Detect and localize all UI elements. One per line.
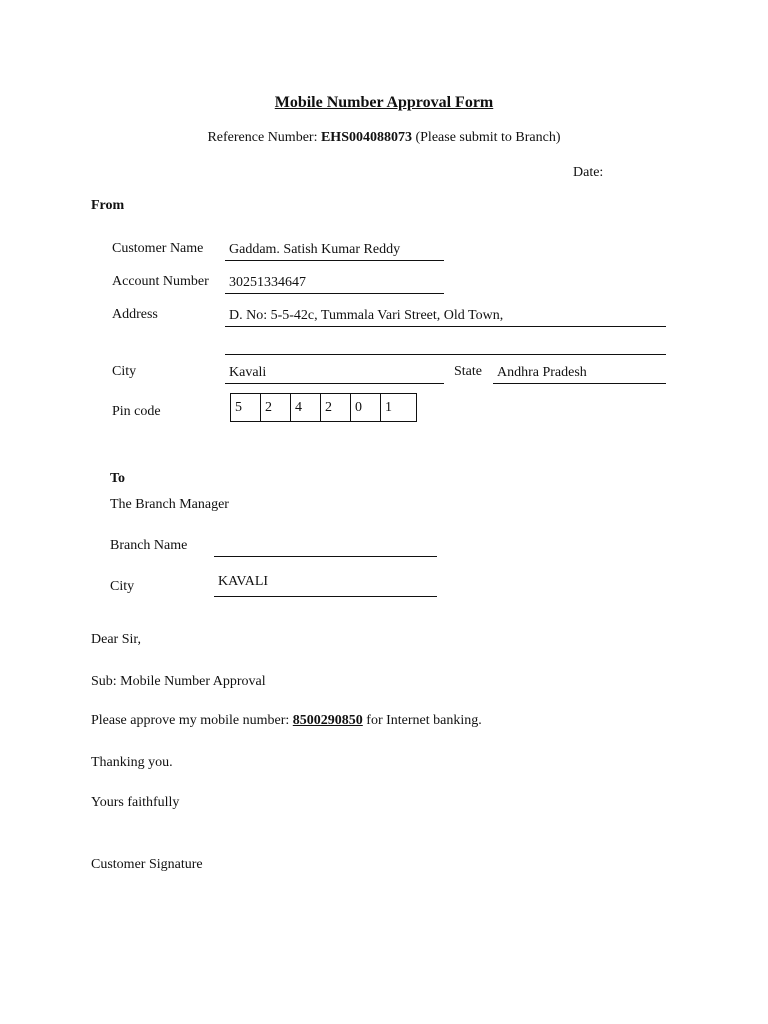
city-label: City bbox=[112, 364, 137, 379]
mobile-number: 8500290850 bbox=[292, 713, 363, 728]
address-line-2-field[interactable] bbox=[225, 334, 666, 355]
customer-name-label: Customer Name bbox=[112, 241, 204, 256]
approval-request bbox=[91, 713, 482, 729]
city-field[interactable]: Kavali bbox=[225, 363, 444, 384]
approval-text-prefix: Please approve my mobile number: bbox=[91, 713, 293, 728]
closing-line: Yours faithfully bbox=[91, 795, 180, 810]
pin-code-boxes[interactable] bbox=[230, 393, 417, 422]
address-line-1-field[interactable]: D. No: 5-5-42c, Tummala Vari Street, Old Town, bbox=[225, 306, 666, 327]
pin-digit[interactable]: 2 bbox=[261, 394, 291, 421]
reference-note: (Please submit to Branch) bbox=[415, 130, 561, 145]
branch-name-field[interactable] bbox=[214, 536, 437, 557]
pin-digit[interactable]: 2 bbox=[321, 394, 351, 421]
recipient-title: The Branch Manager bbox=[110, 497, 229, 512]
customer-signature-label: Customer Signature bbox=[91, 857, 203, 872]
form-title: Mobile Number Approval Form bbox=[274, 94, 494, 111]
thanks-line: Thanking you. bbox=[91, 755, 173, 770]
branch-name-label: Branch Name bbox=[110, 538, 188, 553]
branch-city-label: City bbox=[110, 579, 135, 594]
pin-digit[interactable]: 0 bbox=[351, 394, 381, 421]
customer-name-field[interactable]: Gaddam. Satish Kumar Reddy bbox=[225, 240, 444, 261]
to-heading: To bbox=[110, 471, 126, 486]
account-number-field[interactable]: 30251334647 bbox=[225, 273, 444, 294]
pin-digit[interactable]: 5 bbox=[231, 394, 261, 421]
approval-text-suffix: for Internet banking. bbox=[362, 713, 482, 728]
reference-line bbox=[0, 130, 768, 146]
branch-city-field[interactable]: KAVALI bbox=[214, 574, 437, 597]
from-heading: From bbox=[91, 198, 125, 213]
pin-digit[interactable]: 4 bbox=[291, 394, 321, 421]
date-label: Date: bbox=[573, 165, 604, 180]
reference-number: EHS004088073 bbox=[320, 130, 412, 145]
account-number-label: Account Number bbox=[112, 274, 209, 289]
pin-code-label: Pin code bbox=[112, 404, 161, 419]
reference-label: Reference Number: bbox=[207, 130, 318, 145]
salutation: Dear Sir, bbox=[91, 632, 141, 647]
pin-digit[interactable]: 1 bbox=[385, 400, 392, 415]
state-label: State bbox=[454, 364, 482, 379]
subject-line: Sub: Mobile Number Approval bbox=[91, 674, 266, 689]
state-field[interactable]: Andhra Pradesh bbox=[493, 363, 666, 384]
address-label: Address bbox=[112, 307, 158, 322]
